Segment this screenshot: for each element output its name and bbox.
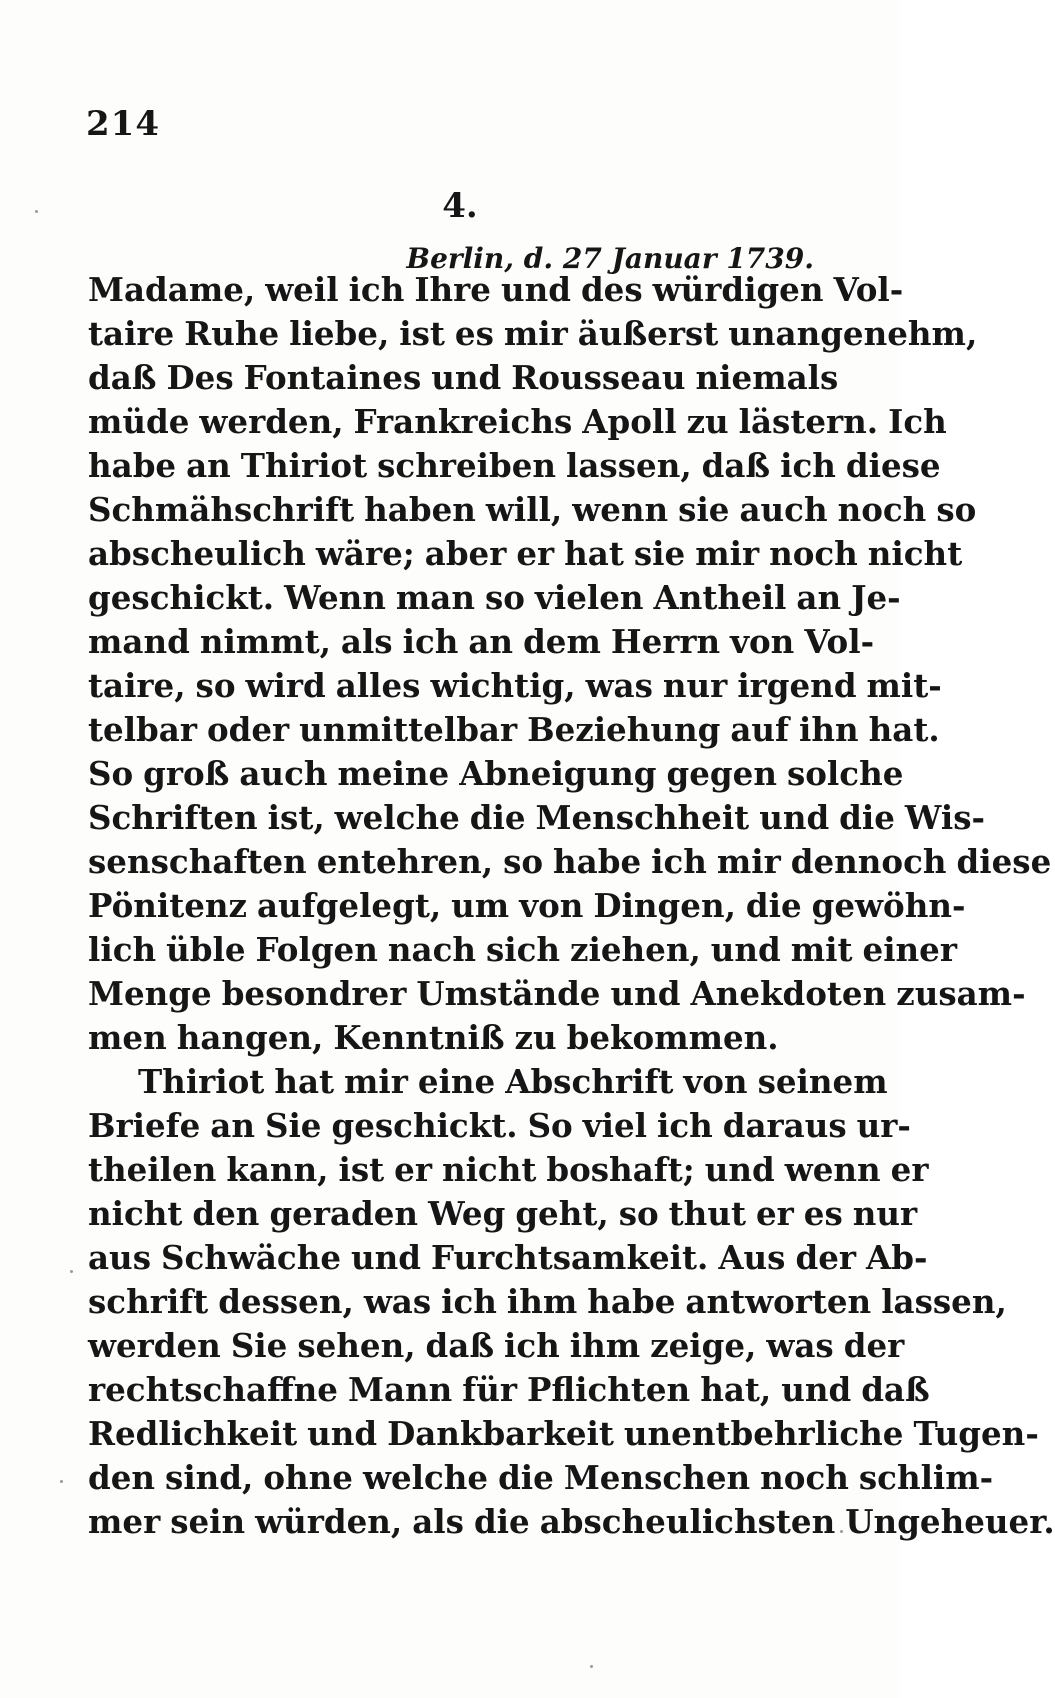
scan-speck [60,1480,63,1483]
text-line: Pönitenz aufgelegt, um von Dingen, die gewöhn- [88,886,966,925]
text-line: telbar oder unmittelbar Beziehung auf ihn hat. [88,710,940,749]
text-line: So groß auch meine Abneigung gegen solche [88,754,904,793]
letter-body [88,268,1055,1544]
text-line: Menge besondrer Umstände und Anekdoten zusam- [88,974,1026,1013]
text-line: nicht den geraden Weg geht, so thut er es nur [88,1194,918,1233]
text-line: werden Sie sehen, daß ich ihm zeige, was der [88,1326,905,1365]
text-line: men hangen, Kenntniß zu bekommen. [88,1018,779,1057]
text-line: rechtschaffne Mann für Pflichten hat, und daß [88,1370,930,1409]
text-line: theilen kann, ist er nicht boshaft; und wenn er [88,1150,929,1189]
text-line: aus Schwäche und Furchtsamkeit. Aus der Ab- [88,1238,928,1277]
text-line: lich üble Folgen nach sich ziehen, und mit einer [88,930,957,969]
text-line: geschickt. Wenn man so vielen Antheil an Je- [88,578,901,617]
text-line: Schmähschrift haben will, wenn sie auch noch so [88,490,977,529]
page-number: 214 [86,104,160,144]
text-line: schrift dessen, was ich ihm habe antworten lassen, [88,1282,1007,1321]
text-line: taire, so wird alles wichtig, was nur irgend mit- [88,666,942,705]
text-line: Schriften ist, welche die Menschheit und die Wis- [88,798,985,837]
scan-speck [590,1665,593,1668]
text-line: müde werden, Frankreichs Apoll zu lästern. Ich [88,402,947,441]
text-line: senschaften entehren, so habe ich mir dennoch diese [88,842,1052,881]
scan-speck [70,1270,73,1273]
text-line: mand nimmt, als ich an dem Herrn von Vol- [88,622,875,661]
text-line: Madame, weil ich Ihre und des würdigen Vol- [88,270,904,309]
text-line: daß Des Fontaines und Rousseau niemals [88,358,839,397]
text-line: den sind, ohne welche die Menschen noch schlim- [88,1458,994,1497]
text-line: habe an Thiriot schreiben lassen, daß ich diese [88,446,941,485]
text-line: Thiriot hat mir eine Abschrift von seinem [138,1062,888,1101]
letter-number: 4. [442,186,478,226]
text-line: mer sein würden, als die abscheulichsten Ungeheuer. [88,1502,1055,1541]
text-line: Redlichkeit und Dankbarkeit unentbehrliche Tugen- [88,1414,1039,1453]
text-line: taire Ruhe liebe, ist es mir äußerst unangenehm, [88,314,978,353]
text-line: Briefe an Sie geschickt. So viel ich daraus ur- [88,1106,911,1145]
scan-speck [35,210,38,213]
dateline: Berlin, d. 27 Januar 1739. [406,242,814,275]
scan-speck [840,1530,843,1533]
text-line: abscheulich wäre; aber er hat sie mir noch nicht [88,534,963,573]
